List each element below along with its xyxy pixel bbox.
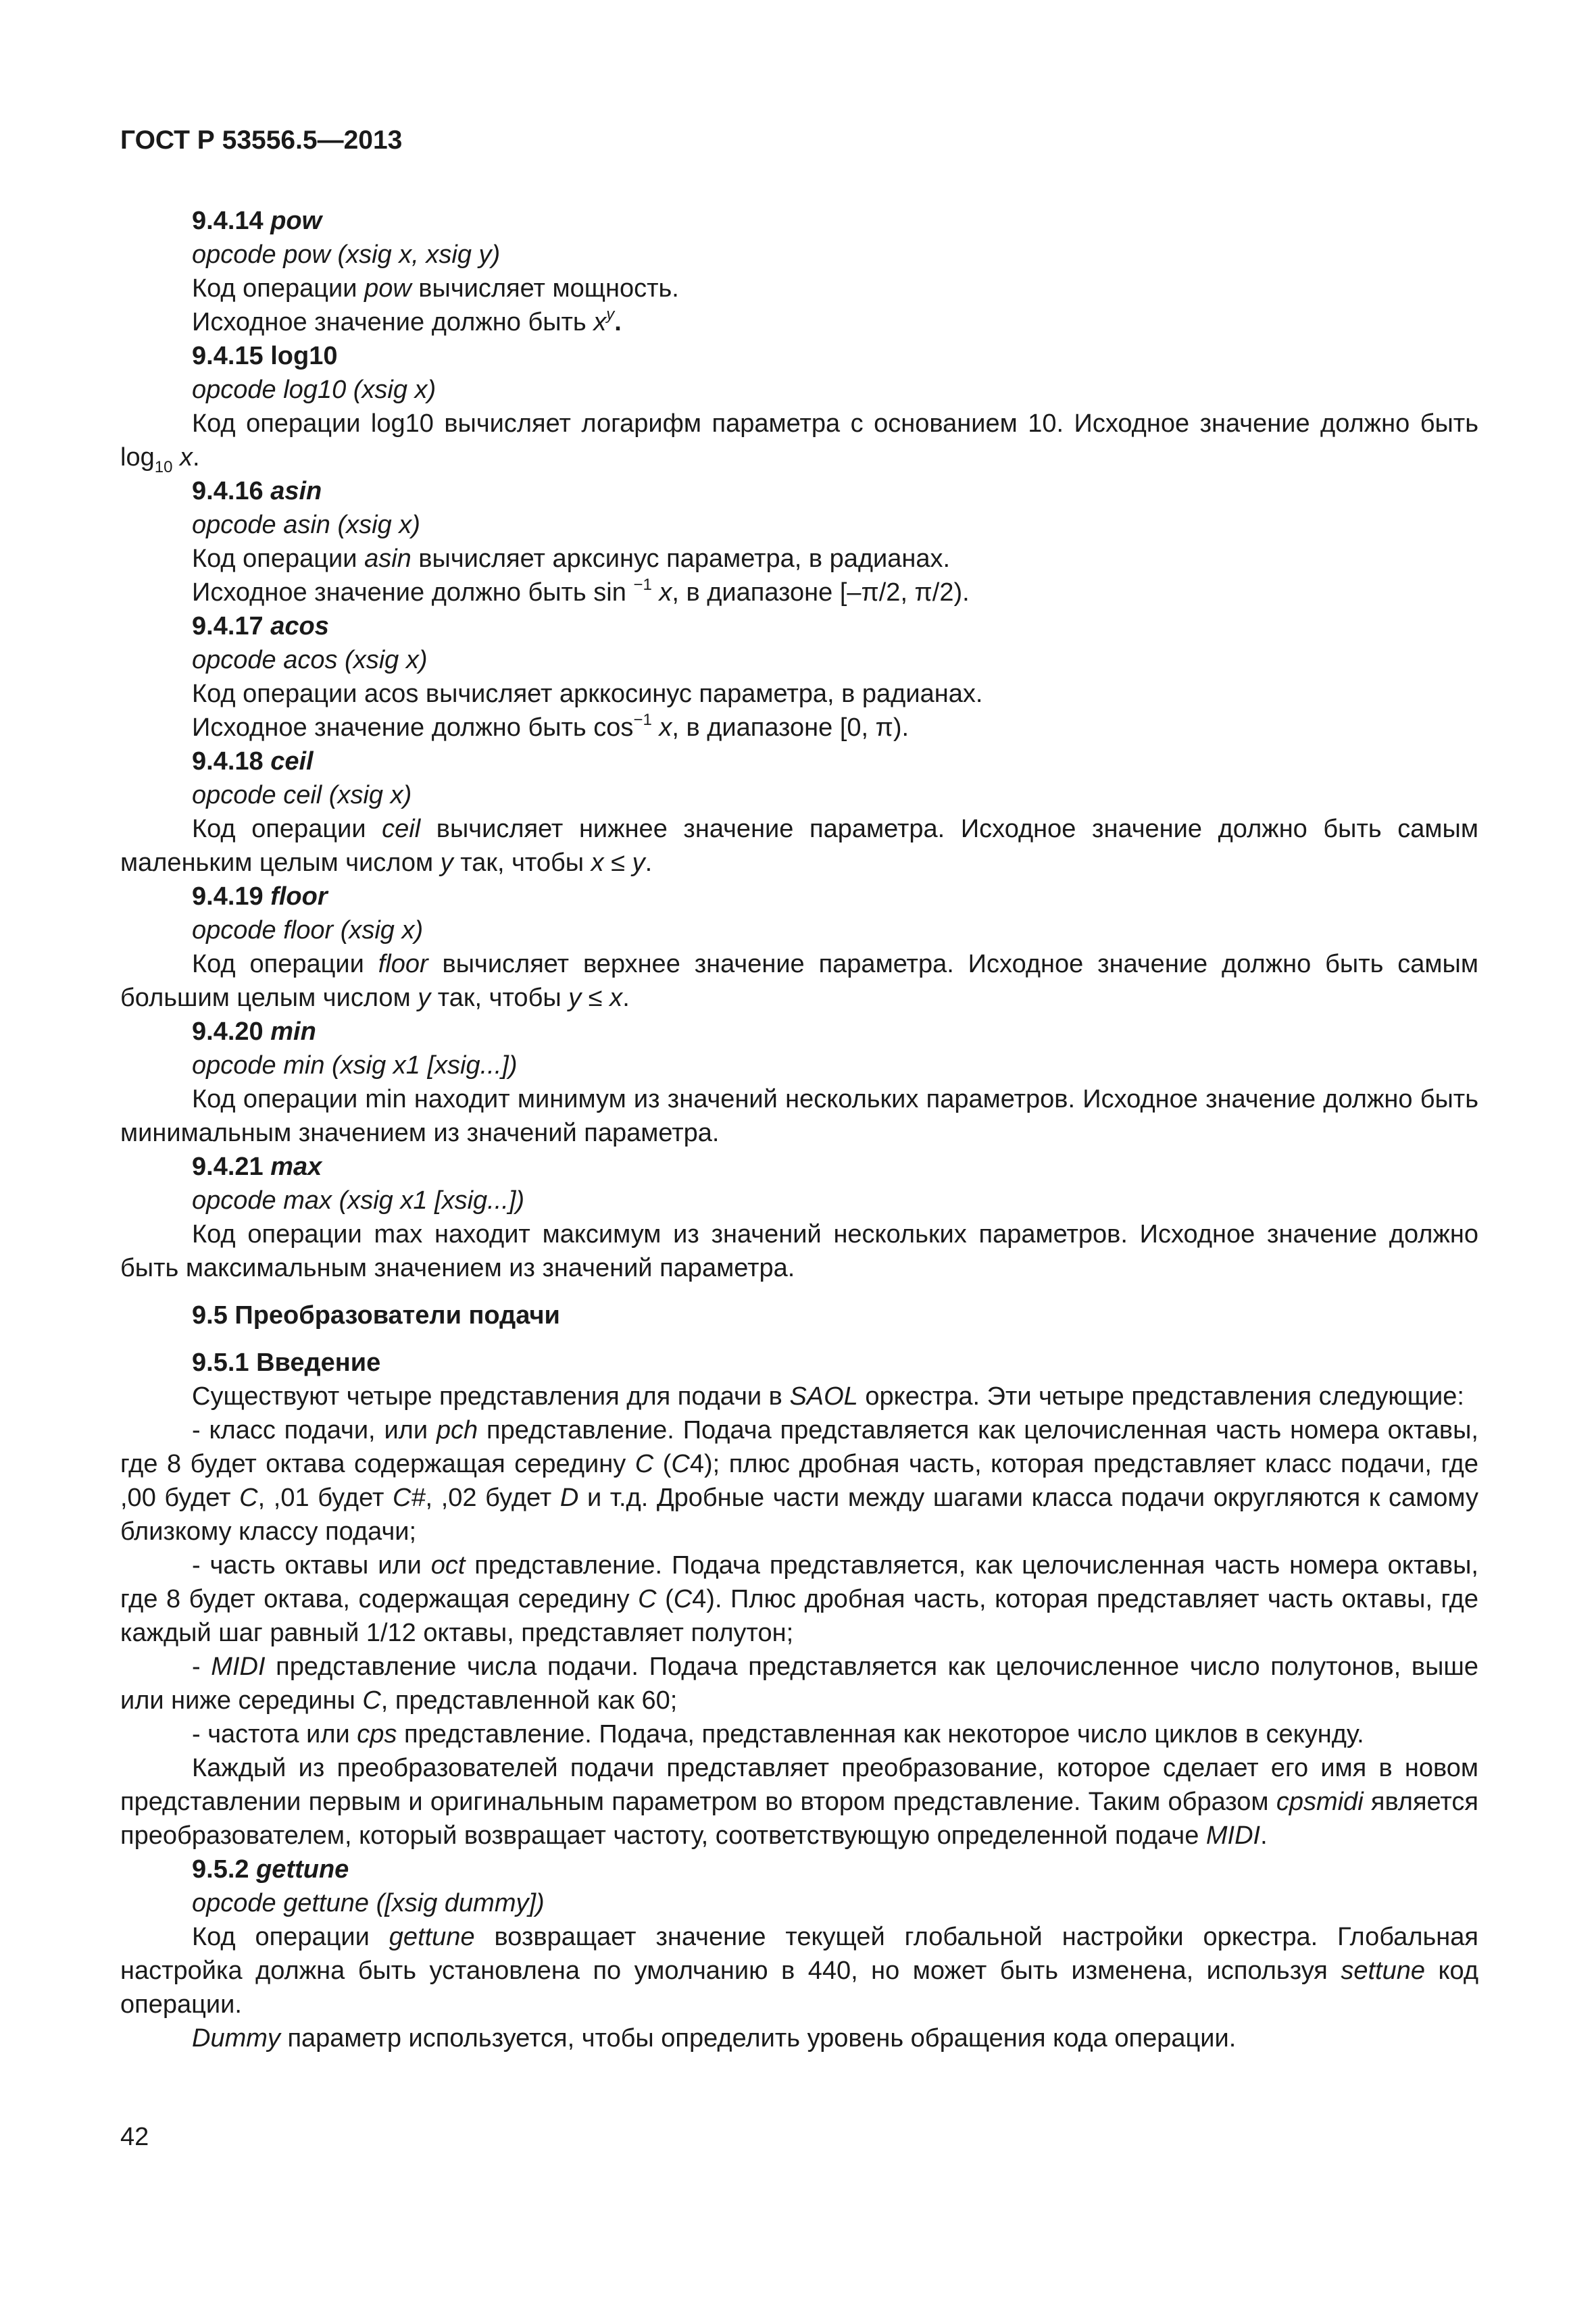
intro-paragraph: Существуют четыре представления для подачи в SAOL оркестра. Эти четыре представления следующие: xyxy=(192,1382,1464,1411)
section-heading-introduction: 9.5.1 Введение xyxy=(192,1349,381,1377)
opcode-syntax-asin: opcode asin (xsig x) xyxy=(192,511,420,539)
opcode-syntax-max: opcode max (xsig x1 [xsig...]) xyxy=(192,1186,525,1215)
list-item-midi: - MIDI представление числа подачи. Подача представляется как целочисленное число полутонов, выше или ниже середины C, представленной как 60; xyxy=(120,1653,1478,1715)
page-number: 42 xyxy=(120,2123,149,2151)
section-heading-gettune: 9.5.2 gettune xyxy=(192,1855,349,1884)
desc-gettune: Код операции gettune возвращает значение текущей глобальной настройки оркестра. Глобальная настройка должна быть установлена по умолчанию в 440, но может быть изменена, используя settune код операции. xyxy=(120,1923,1478,2019)
section-heading-log10: 9.4.15 log10 xyxy=(192,342,338,370)
list-item-cps: - частота или cps представление. Подача, представленная как некоторое число циклов в секунду. xyxy=(192,1720,1364,1749)
opcode-syntax-gettune: opcode gettune ([xsig dummy]) xyxy=(192,1889,545,1917)
page-content xyxy=(120,204,1478,2055)
desc-dummy: Dummy параметр используется, чтобы определить уровень обращения кода операции. xyxy=(192,2024,1237,2053)
section-heading-pow: 9.4.14 pow xyxy=(192,207,322,235)
section-heading-min: 9.4.20 min xyxy=(192,1017,316,1046)
opcode-syntax-log10: opcode log10 (xsig x) xyxy=(192,376,437,404)
desc-acos: Код операции acos вычисляет арккосинус параметра, в радианах. xyxy=(192,680,983,708)
opcode-syntax-min: opcode min (xsig x1 [xsig...]) xyxy=(192,1051,518,1080)
desc-max: Код операции max находит максимум из значений нескольких параметров. Исходное значение должно быть максимальным значением из значений параметра. xyxy=(120,1220,1478,1282)
converters-paragraph: Каждый из преобразователей подачи представляет преобразование, которое сделает его имя в новом представлении первым и оригинальным параметром во втором представление. Таким образом cpsmidi является преобразователем, который возвращает частоту, соответствующую определенной подаче MIDI. xyxy=(120,1754,1478,1850)
desc-pow: Код операции pow вычисляет мощность. xyxy=(192,274,679,303)
list-item-pch: - класс подачи, или pch представление. Подача представляется как целочисленная часть номера октавы, где 8 будет октава содержащая середину C (C4); плюс дробная часть, которая представляет класс подачи, где ,00 будет C, ,01 будет C#, ,02 будет D и т.д. Дробные части между шагами класса подачи округляются к самому близкому классу подачи; xyxy=(120,1416,1478,1546)
return-asin: Исходное значение должно быть sin $^{-1}$ x, в диапазоне [–π/2, π/2). xyxy=(192,576,970,607)
section-heading-max: 9.4.21 max xyxy=(192,1153,322,1181)
section-heading-pitch-converters: 9.5 Преобразователи подачи xyxy=(192,1301,560,1330)
desc-log10: Код операции log10 вычисляет логарифм параметра с основанием 10. Исходное значение должно быть $\log_{10} x$. xyxy=(120,409,1478,476)
section-heading-acos: 9.4.17 acos xyxy=(192,612,329,640)
desc-ceil: Код операции ceil вычисляет нижнее значение параметра. Исходное значение должно быть самым маленьким целым числом y так, чтобы x ≤ y. xyxy=(120,815,1478,877)
return-acos: Исходное значение должно быть $\cos^{-1} x$, в диапазоне [0, π). xyxy=(192,711,909,742)
section-heading-asin: 9.4.16 asin xyxy=(192,477,322,505)
section-heading-floor: 9.4.19 floor xyxy=(192,882,328,911)
opcode-syntax-floor: opcode floor (xsig x) xyxy=(192,916,424,945)
document-header: ГОСТ Р 53556.5—2013 xyxy=(120,126,403,155)
desc-asin: Код операции asin вычисляет арксинус параметра, в радианах. xyxy=(192,545,951,573)
desc-min: Код операции min находит минимум из значений нескольких параметров. Исходное значение должно быть минимальным значением из значений параметра. xyxy=(120,1085,1478,1147)
opcode-syntax-acos: opcode acos (xsig x) xyxy=(192,646,428,674)
list-item-oct: - часть октавы или oct представление. Подача представляется, как целочисленная часть номера октавы, где 8 будет октава, содержащая середину C (C4). Плюс дробная часть, которая представляет часть октавы, где каждый шаг равный 1/12 октавы, представляет полутон; xyxy=(120,1551,1478,1647)
section-heading-ceil: 9.4.18 ceil xyxy=(192,747,314,776)
desc-floor: Код операции floor вычисляет верхнее значение параметра. Исходное значение должно быть самым большим целым числом y так, чтобы y ≤ x. xyxy=(120,950,1478,1012)
opcode-syntax-pow: opcode pow (xsig x, xsig y) xyxy=(192,241,501,269)
return-pow: Исходное значение должно быть $x^y$. xyxy=(192,305,622,336)
opcode-syntax-ceil: opcode ceil (xsig x) xyxy=(192,781,412,809)
